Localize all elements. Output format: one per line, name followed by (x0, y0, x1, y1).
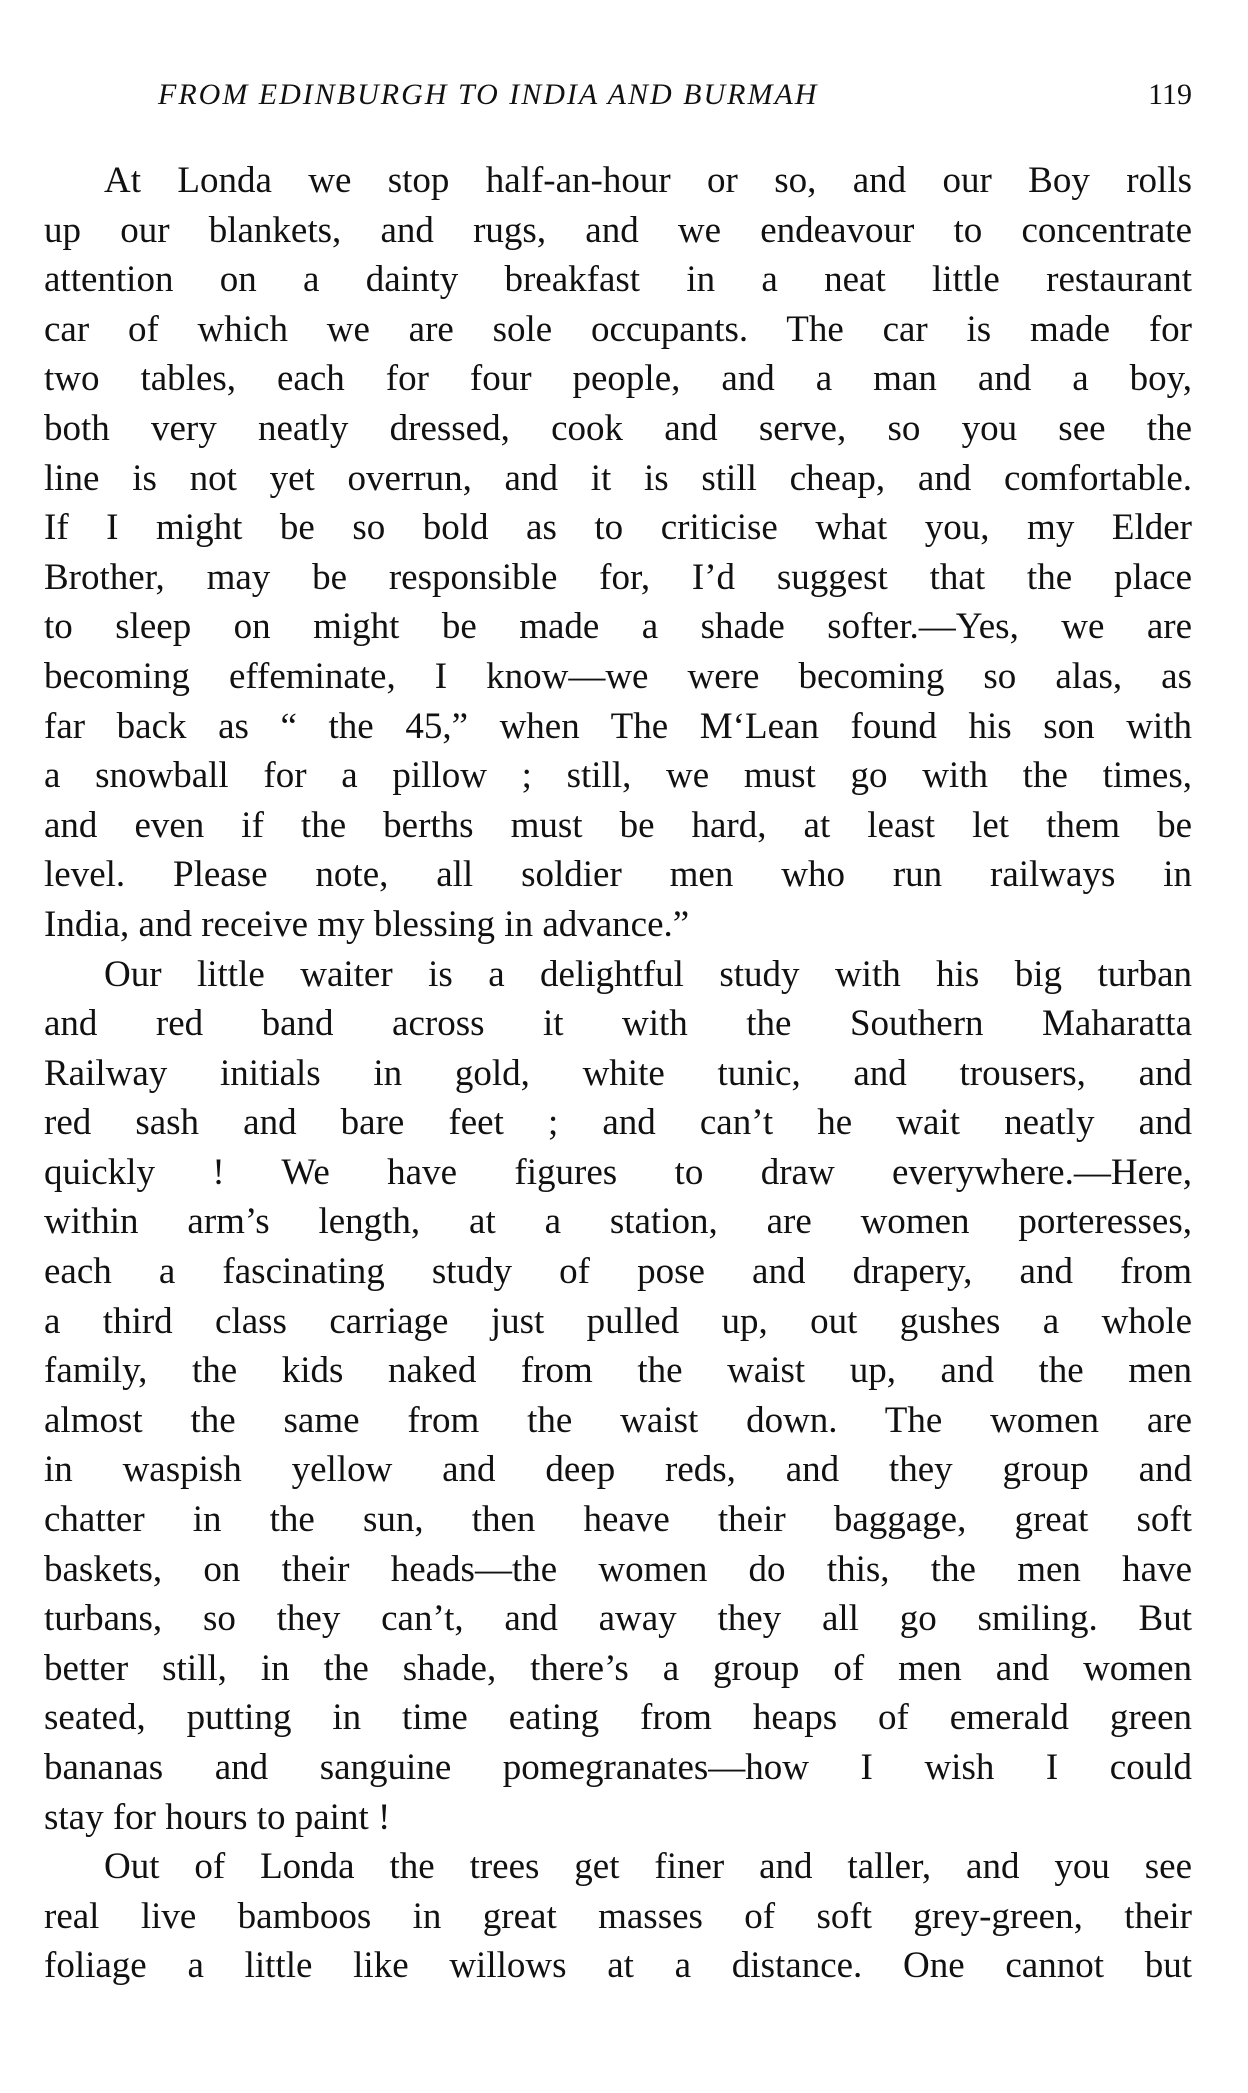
text-line: At Londa we stop half-an-hour or so, and our Boy rolls (104, 160, 1192, 201)
text-line: bananas and sanguine pomegranates—how I wish I could (44, 1747, 1192, 1788)
text-line: line is not yet overrun, and it is still cheap, and comfortable. (44, 457, 1192, 499)
text-line: and red band across it with the Southern Maharatta (44, 1003, 1192, 1045)
body-text (44, 156, 1192, 1991)
text-line: family, the kids naked from the waist up, and the men (44, 1350, 1192, 1392)
text-line: a third class carriage just pulled up, out gushes a whole (44, 1300, 1192, 1342)
text-line: If I might be so bold as to criticise what you, my Elder (44, 507, 1192, 549)
text-line: chatter in the sun, then heave their baggage, great soft (44, 1499, 1192, 1541)
page-number: 119 (1148, 78, 1192, 111)
text-line: becoming effeminate, I know—we were becoming so alas, as (44, 655, 1192, 697)
text-line: within arm’s length, at a station, are women porteresses, (44, 1201, 1192, 1243)
text-line: Railway initials in gold, white tunic, and trousers, and (44, 1052, 1192, 1094)
text-line: almost the same from the waist down. The women are (44, 1399, 1192, 1441)
text-line: up our blankets, and rugs, and we endeavour to concentrate (44, 209, 1192, 251)
text-line: foliage a little like willows at a distance. One cannot but (44, 1945, 1192, 1987)
text-line: red sash and bare feet ; and can’t he wait neatly and (44, 1102, 1192, 1144)
paragraph-out-of-londa (44, 1842, 1192, 1991)
text-line: to sleep on might be made a shade softer.—Yes, we are (44, 606, 1192, 648)
running-title: FROM EDINBURGH TO INDIA AND BURMAH (158, 78, 819, 111)
text-line: and even if the berths must be hard, at least let them be (44, 804, 1192, 846)
text-line: each a fascinating study of pose and drapery, and from (44, 1251, 1192, 1293)
text-line: real live bamboos in great masses of soft grey-green, their (44, 1895, 1192, 1937)
text-line: Our little waiter is a delightful study with his big turban (104, 953, 1192, 995)
text-line: seated, putting in time eating from heaps of emerald green (44, 1697, 1192, 1739)
text-line: Out of Londa the trees get finer and taller, and you see (104, 1846, 1192, 1888)
text-line: quickly ! We have figures to draw everywhere.—Here, (44, 1151, 1192, 1193)
running-head (148, 78, 1200, 122)
text-line: a snowball for a pillow ; still, we must go with the times, (44, 755, 1192, 797)
text-line: Brother, may be responsible for, I’d suggest that the place (44, 556, 1192, 598)
text-line: car of which we are sole occupants. The car is made for (44, 308, 1192, 350)
text-line: attention on a dainty breakfast in a neat little restaurant (44, 259, 1192, 301)
text-line: turbans, so they can’t, and away they all go smiling. But (44, 1598, 1192, 1640)
text-line: two tables, each for four people, and a man and a boy, (44, 358, 1192, 400)
paragraph-londa-breakfast (44, 156, 1192, 950)
text-line: baskets, on their heads—the women do this, the men have (44, 1548, 1192, 1590)
text-line: stay for hours to paint ! (44, 1796, 391, 1838)
text-line: level. Please note, all soldier men who run railways in (44, 854, 1192, 896)
text-line: better still, in the shade, there’s a group of men and women (44, 1647, 1192, 1689)
text-line: India, and receive my blessing in advance.” (44, 903, 690, 945)
text-line: both very neatly dressed, cook and serve, so you see the (44, 407, 1192, 449)
text-line: in waspish yellow and deep reds, and they group and (44, 1449, 1192, 1491)
paragraph-little-waiter (44, 950, 1192, 1843)
text-line: far back as “ the 45,” when The M‘Lean found his son with (44, 705, 1192, 747)
